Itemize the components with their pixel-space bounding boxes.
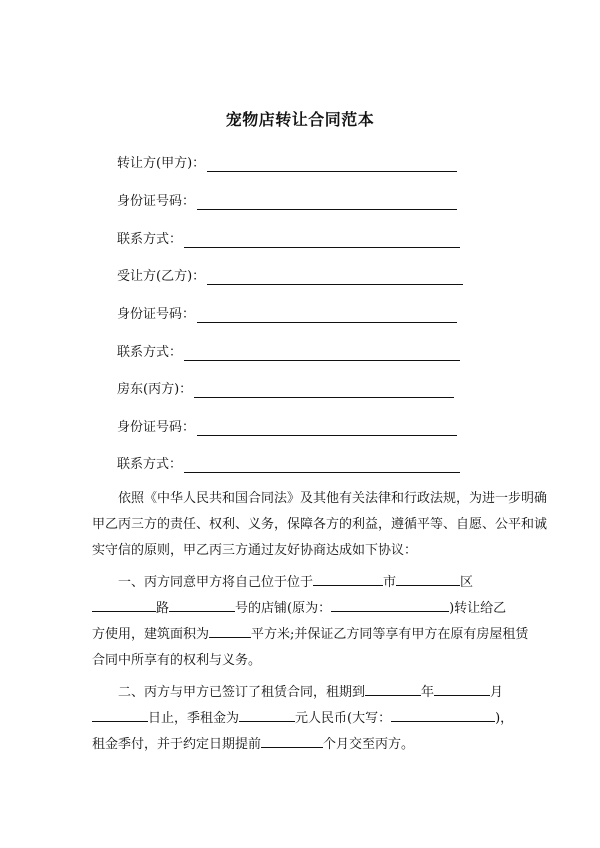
landlord-contact-field (117, 453, 460, 473)
fill-line (197, 308, 457, 323)
field-label: 身份证号码： (117, 194, 196, 209)
fill-line (184, 346, 460, 361)
transferor-id-field (117, 190, 457, 210)
transferee-contact-field (117, 341, 460, 361)
clause-line (92, 622, 529, 648)
clause-text: 一、丙方同意甲方将自己位于位于 (118, 575, 314, 590)
fill-line (207, 270, 463, 285)
intro-line: 甲乙丙三方的责任、权利、义务，保障各方的利益，遵循平等、自愿、公平和诚 (92, 517, 548, 532)
fill-line (207, 157, 457, 172)
landlord-name-field (117, 378, 454, 398)
fill-blank (92, 596, 156, 612)
fill-blank (261, 732, 323, 748)
clause-text: 区 (460, 575, 474, 590)
clause-text: 年 (421, 685, 435, 700)
clause-line (92, 680, 514, 706)
fill-blank (239, 706, 295, 722)
clause-text: 路 (156, 601, 170, 616)
transferor-name-field (117, 152, 457, 172)
fill-blank (313, 570, 383, 586)
clause-line (92, 732, 514, 758)
fill-blank (434, 680, 490, 696)
intro-paragraph (92, 486, 548, 564)
clause-line (92, 570, 514, 596)
fill-blank (391, 706, 495, 722)
field-label: 受让方(乙方)： (117, 269, 206, 284)
fill-line (184, 458, 460, 473)
document-title: 宠物店转让合同范本 (225, 110, 375, 129)
clause-2-paragraph (92, 680, 514, 758)
clause-text: 平方米;并保证乙方同等享有甲方在原有房屋租赁 (251, 627, 529, 642)
field-label: 联系方式： (117, 457, 183, 472)
clause-line (92, 596, 514, 622)
clause-text: 市 (383, 575, 397, 590)
field-label: 转让方(甲方)： (117, 156, 206, 171)
intro-line: 实守信的原则，甲乙丙三方通过友好协商达成如下协议： (92, 543, 418, 558)
landlord-id-field (117, 416, 457, 436)
clause-text: 方使用，建筑面积为 (92, 627, 210, 642)
fill-blank (209, 622, 251, 638)
fill-line (184, 233, 460, 248)
clause-text: )转让给乙 (449, 601, 507, 616)
fill-line (197, 421, 457, 436)
field-label: 身份证号码： (117, 307, 196, 322)
fill-blank (331, 596, 449, 612)
clause-text: 个月交至丙方。 (323, 737, 415, 752)
fill-line (197, 195, 457, 210)
fill-blank (92, 706, 148, 722)
field-label: 房东(丙方)： (117, 382, 193, 397)
clause-1-paragraph (92, 570, 529, 674)
fill-line (194, 383, 454, 398)
clause-text: 二、丙方与甲方已签订了租赁合同，租期到 (118, 685, 366, 700)
clause-line (92, 706, 514, 732)
clause-text: )， (495, 711, 514, 726)
clause-text: 日止，季租金为 (148, 711, 240, 726)
transferee-id-field (117, 303, 457, 323)
field-label: 联系方式： (117, 345, 183, 360)
fill-blank (396, 570, 460, 586)
field-label: 联系方式： (117, 232, 183, 247)
clause-text: 月 (490, 685, 504, 700)
fill-blank (365, 680, 421, 696)
intro-line: 依照《中华人民共和国合同法》及其他有关法律和行政法规，为进一步明确 (118, 491, 548, 506)
clause-text: 号的店铺(原为： (235, 601, 332, 616)
clause-text: 元人民币(大写： (295, 711, 392, 726)
clause-text: 租金季付，并于约定日期提前 (92, 737, 262, 752)
clause-line: 合同中所享有的权利与义务。 (92, 653, 262, 668)
field-label: 身份证号码： (117, 420, 196, 435)
transferee-name-field (117, 265, 463, 285)
fill-blank (169, 596, 235, 612)
transferor-contact-field (117, 228, 460, 248)
